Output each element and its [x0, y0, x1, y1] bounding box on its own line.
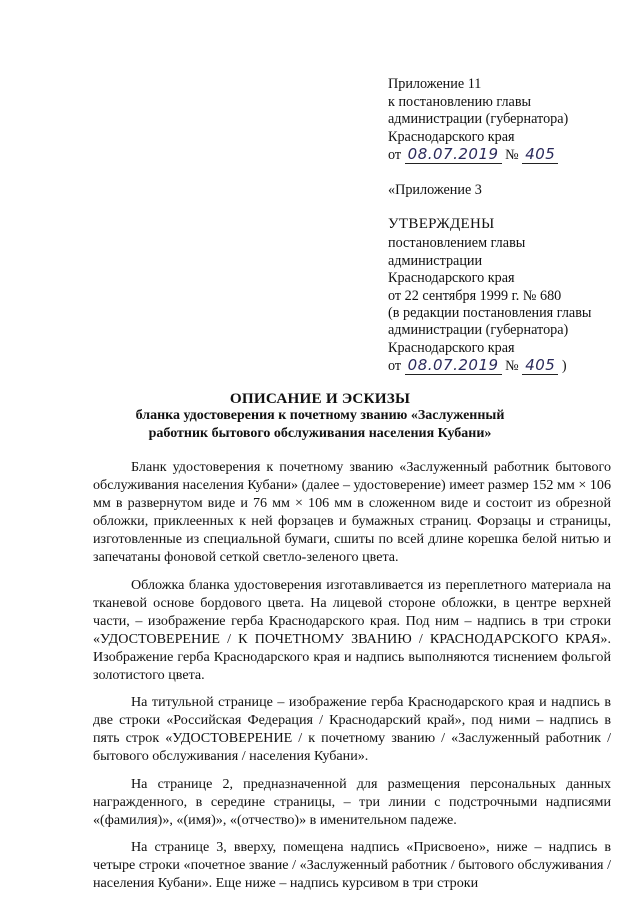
appendix-line-3: администрации (губернатора): [388, 111, 569, 127]
document-subtitle-line-1: бланка удостоверения к почетному званию «Заслуженный: [135, 408, 505, 423]
number-prefix: №: [505, 147, 519, 163]
appendix-title: Приложение 11: [388, 76, 482, 92]
appendix-line-4: Краснодарского края: [388, 128, 515, 145]
approved-line: от 22 сентября 1999 г. № 680: [388, 287, 562, 304]
approved-line: администрации: [388, 252, 483, 269]
approved-line: постановлением главы: [388, 235, 526, 252]
body-paragraph: Бланк удостоверения к почетному званию «Заслуженный работник бытового обслуживания населения Кубани» (далее – удостоверение) имеет размер 152 мм × 106 мм в развернутом виде и 76 мм × 106 мм в сложенном виде и состоит из обрезной обложки, приклеенных к ней форзацев и бумажных страниц. Форзацы и страницы, изготовленные из специальной бумаги, сшиты по всей длине корешка белой нитью и запечатаны фоновой сеткой светло-зеленого цвета.: [93, 459, 611, 566]
date-prefix: от: [388, 358, 402, 375]
handwritten-number: 405: [522, 356, 558, 375]
approved-line: Краснодарского края: [388, 270, 515, 287]
body-paragraph: Обложка бланка удостоверения изготавливается из переплетного материала на тканевой основе бордового цвета. На лицевой стороне обложки, в центре верхней части, – изображение герба Краснодарского края. Под ним – надпись в три строки «УДОСТОВЕРЕНИЕ / К ПОЧЕТНОМУ ЗВАНИЮ / КРАСНОДАРСКОГО КРАЯ». Изображение герба Краснодарского края и надпись выполняются тиснением фольгой золотистого цвета.: [93, 576, 611, 684]
body-paragraph: На странице 3, вверху, помещена надпись «Присвоено», ниже – надпись в четыре строки «почетное звание / «Заслуженный работник / бытового обслуживания / населения Кубани». Еще ниже – надпись курсивом в три строки: [93, 838, 611, 891]
date-prefix: от: [388, 147, 402, 163]
approved-line: (в редакции постановления главы: [388, 305, 592, 322]
approved-block: [388, 216, 633, 376]
appendix-line-2: к постановлению главы: [388, 93, 532, 110]
handwritten-date: 08.07.2019: [405, 356, 502, 375]
document-body: [93, 458, 611, 892]
appendix-3-label: «Приложение 3: [388, 182, 482, 198]
handwritten-date: 08.07.2019: [405, 145, 502, 164]
number-prefix: №: [505, 358, 519, 375]
approved-line: Краснодарского края: [388, 339, 515, 356]
approved-line: администрации (губернатора): [388, 322, 569, 339]
approved-heading: УТВЕРЖДЕНЫ: [388, 216, 495, 232]
document-title: ОПИСАНИЕ И ЭСКИЗЫ: [229, 390, 411, 407]
approved-date-line: [388, 357, 633, 375]
body-paragraph: На титульной странице – изображение герба Краснодарского края и надпись в две строки «Российская Федерация / Краснодарский край», под ними – надпись в пять строк «УДОСТОВЕРЕНИЕ / к почетному званию / «Заслуженный работник / бытового обслуживания / населения Кубани».: [93, 694, 611, 765]
handwritten-number: 405: [522, 145, 558, 164]
body-paragraph: На странице 2, предназначенной для размещения персональных данных награжденного, в середине страницы, – три линии с подстрочными надписями «(фамилия)», «(имя)», «(отчество)» в именительном падеже.: [93, 775, 611, 828]
closing-paren: ): [561, 358, 567, 375]
document-subtitle-line-2: работник бытового обслуживания населения Кубани»: [148, 426, 492, 441]
appendix-date-line: [388, 146, 628, 165]
appendix-11-block: [388, 76, 628, 165]
